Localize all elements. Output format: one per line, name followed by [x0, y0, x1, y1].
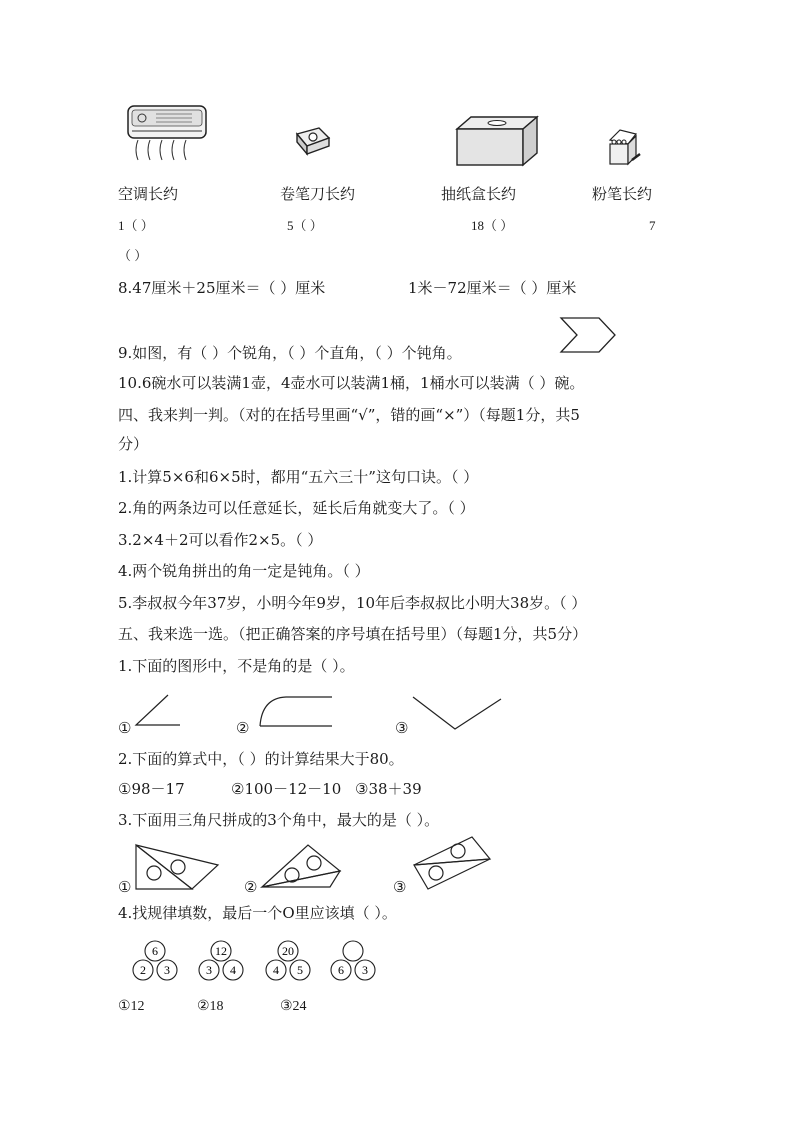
pattern-left: 4 — [273, 963, 279, 977]
pattern-top: 12 — [215, 944, 227, 958]
section-5-title: 五、我来选一选。（把正确答案的序号填在括号里）（每题1分，共5分） — [118, 625, 588, 643]
option-marker: ② — [236, 719, 250, 737]
judge-item: 3.2×4＋2可以看作2×5。（ ） — [118, 531, 323, 549]
pattern-left: 3 — [206, 963, 212, 977]
angle-figure-1 — [132, 693, 182, 729]
pattern-right: 4 — [230, 963, 236, 977]
option-text: ①98－17 — [118, 780, 185, 798]
air-conditioner-icon — [126, 104, 210, 164]
pattern-top: 6 — [152, 944, 158, 958]
pencil-sharpener-icon — [293, 124, 333, 158]
judge-item: 1.计算5×6和6×5时，都用“五六三十”这句口诀。（ ） — [118, 468, 479, 486]
object-label: 卷笔刀长约 — [280, 185, 356, 203]
answer-blank[interactable]: （ ） — [118, 248, 148, 263]
pattern-right: 5 — [297, 963, 303, 977]
set-square-angle-3 — [408, 835, 492, 891]
answer-blank[interactable]: 18（ ） — [471, 218, 514, 233]
section-4-title: 四、我来判一判。（对的在括号里画“√”，错的画“×”）（每题1分，共5 — [118, 406, 580, 424]
question-8b: 1米－72厘米＝（ ）厘米 — [408, 279, 577, 297]
pattern-left: 6 — [338, 963, 344, 977]
number-pattern-group-4 — [326, 939, 380, 985]
choice-question-3: 3.下面用三角尺拼成的3个角中，最大的是（ ）。 — [118, 811, 440, 829]
answer-blank[interactable]: 5（ ） — [287, 218, 323, 233]
object-label: 粉笔长约 — [592, 185, 653, 203]
judge-item: 2.角的两条边可以任意延长，延长后角就变大了。（ ） — [118, 499, 475, 517]
arc-figure-2 — [256, 694, 336, 728]
option-text: ③38＋39 — [355, 780, 422, 798]
option-text: ③24 — [280, 999, 307, 1014]
option-marker: ③ — [395, 719, 409, 737]
object-label: 空调长约 — [118, 185, 179, 203]
choice-question-4: 4.找规律填数，最后一个O里应该填（ ）。 — [118, 904, 397, 922]
pattern-top: 20 — [282, 944, 294, 958]
set-square-angle-2 — [258, 843, 344, 891]
question-10: 10.6碗水可以装满1壶，4壶水可以装满1桶，1桶水可以装满（ ）碗。 — [118, 374, 585, 392]
arrow-shape-figure — [559, 316, 617, 354]
question-8a: 8.47厘米＋25厘米＝（ ）厘米 — [118, 279, 326, 297]
chalk-box-icon — [606, 126, 644, 168]
option-marker: ③ — [393, 878, 407, 896]
angle-figure-3 — [411, 693, 503, 733]
question-9: 9.如图，有（ ）个锐角，（ ）个直角，（ ）个钝角。 — [118, 344, 462, 362]
option-text: ①12 — [118, 999, 145, 1014]
pattern-right: 3 — [362, 963, 368, 977]
tissue-box-icon — [455, 115, 539, 167]
pattern-left: 2 — [140, 963, 146, 977]
number-pattern-group-2 — [194, 939, 248, 985]
number-pattern-group-3 — [261, 939, 315, 985]
section-4-title-cont: 分） — [118, 435, 149, 453]
answer-value: 7 — [649, 218, 656, 233]
set-square-angle-1 — [132, 843, 220, 891]
choice-question-1: 1.下面的图形中，不是角的是（ ）。 — [118, 657, 355, 675]
object-label: 抽纸盒长约 — [441, 185, 517, 203]
option-marker: ② — [244, 878, 258, 896]
number-pattern-group-1 — [128, 939, 182, 985]
option-marker: ① — [118, 719, 132, 737]
judge-item: 5.李叔叔今年37岁，小明今年9岁，10年后李叔叔比小明大38岁。（ ） — [118, 594, 587, 612]
pattern-right: 3 — [164, 963, 170, 977]
choice-question-2: 2.下面的算式中，（ ）的计算结果大于80。 — [118, 750, 404, 768]
option-text: ②18 — [197, 999, 224, 1014]
judge-item: 4.两个锐角拼出的角一定是钝角。（ ） — [118, 562, 370, 580]
option-marker: ① — [118, 878, 132, 896]
option-text: ②100－12－10 — [231, 780, 342, 798]
answer-blank[interactable]: 1（ ） — [118, 218, 154, 233]
